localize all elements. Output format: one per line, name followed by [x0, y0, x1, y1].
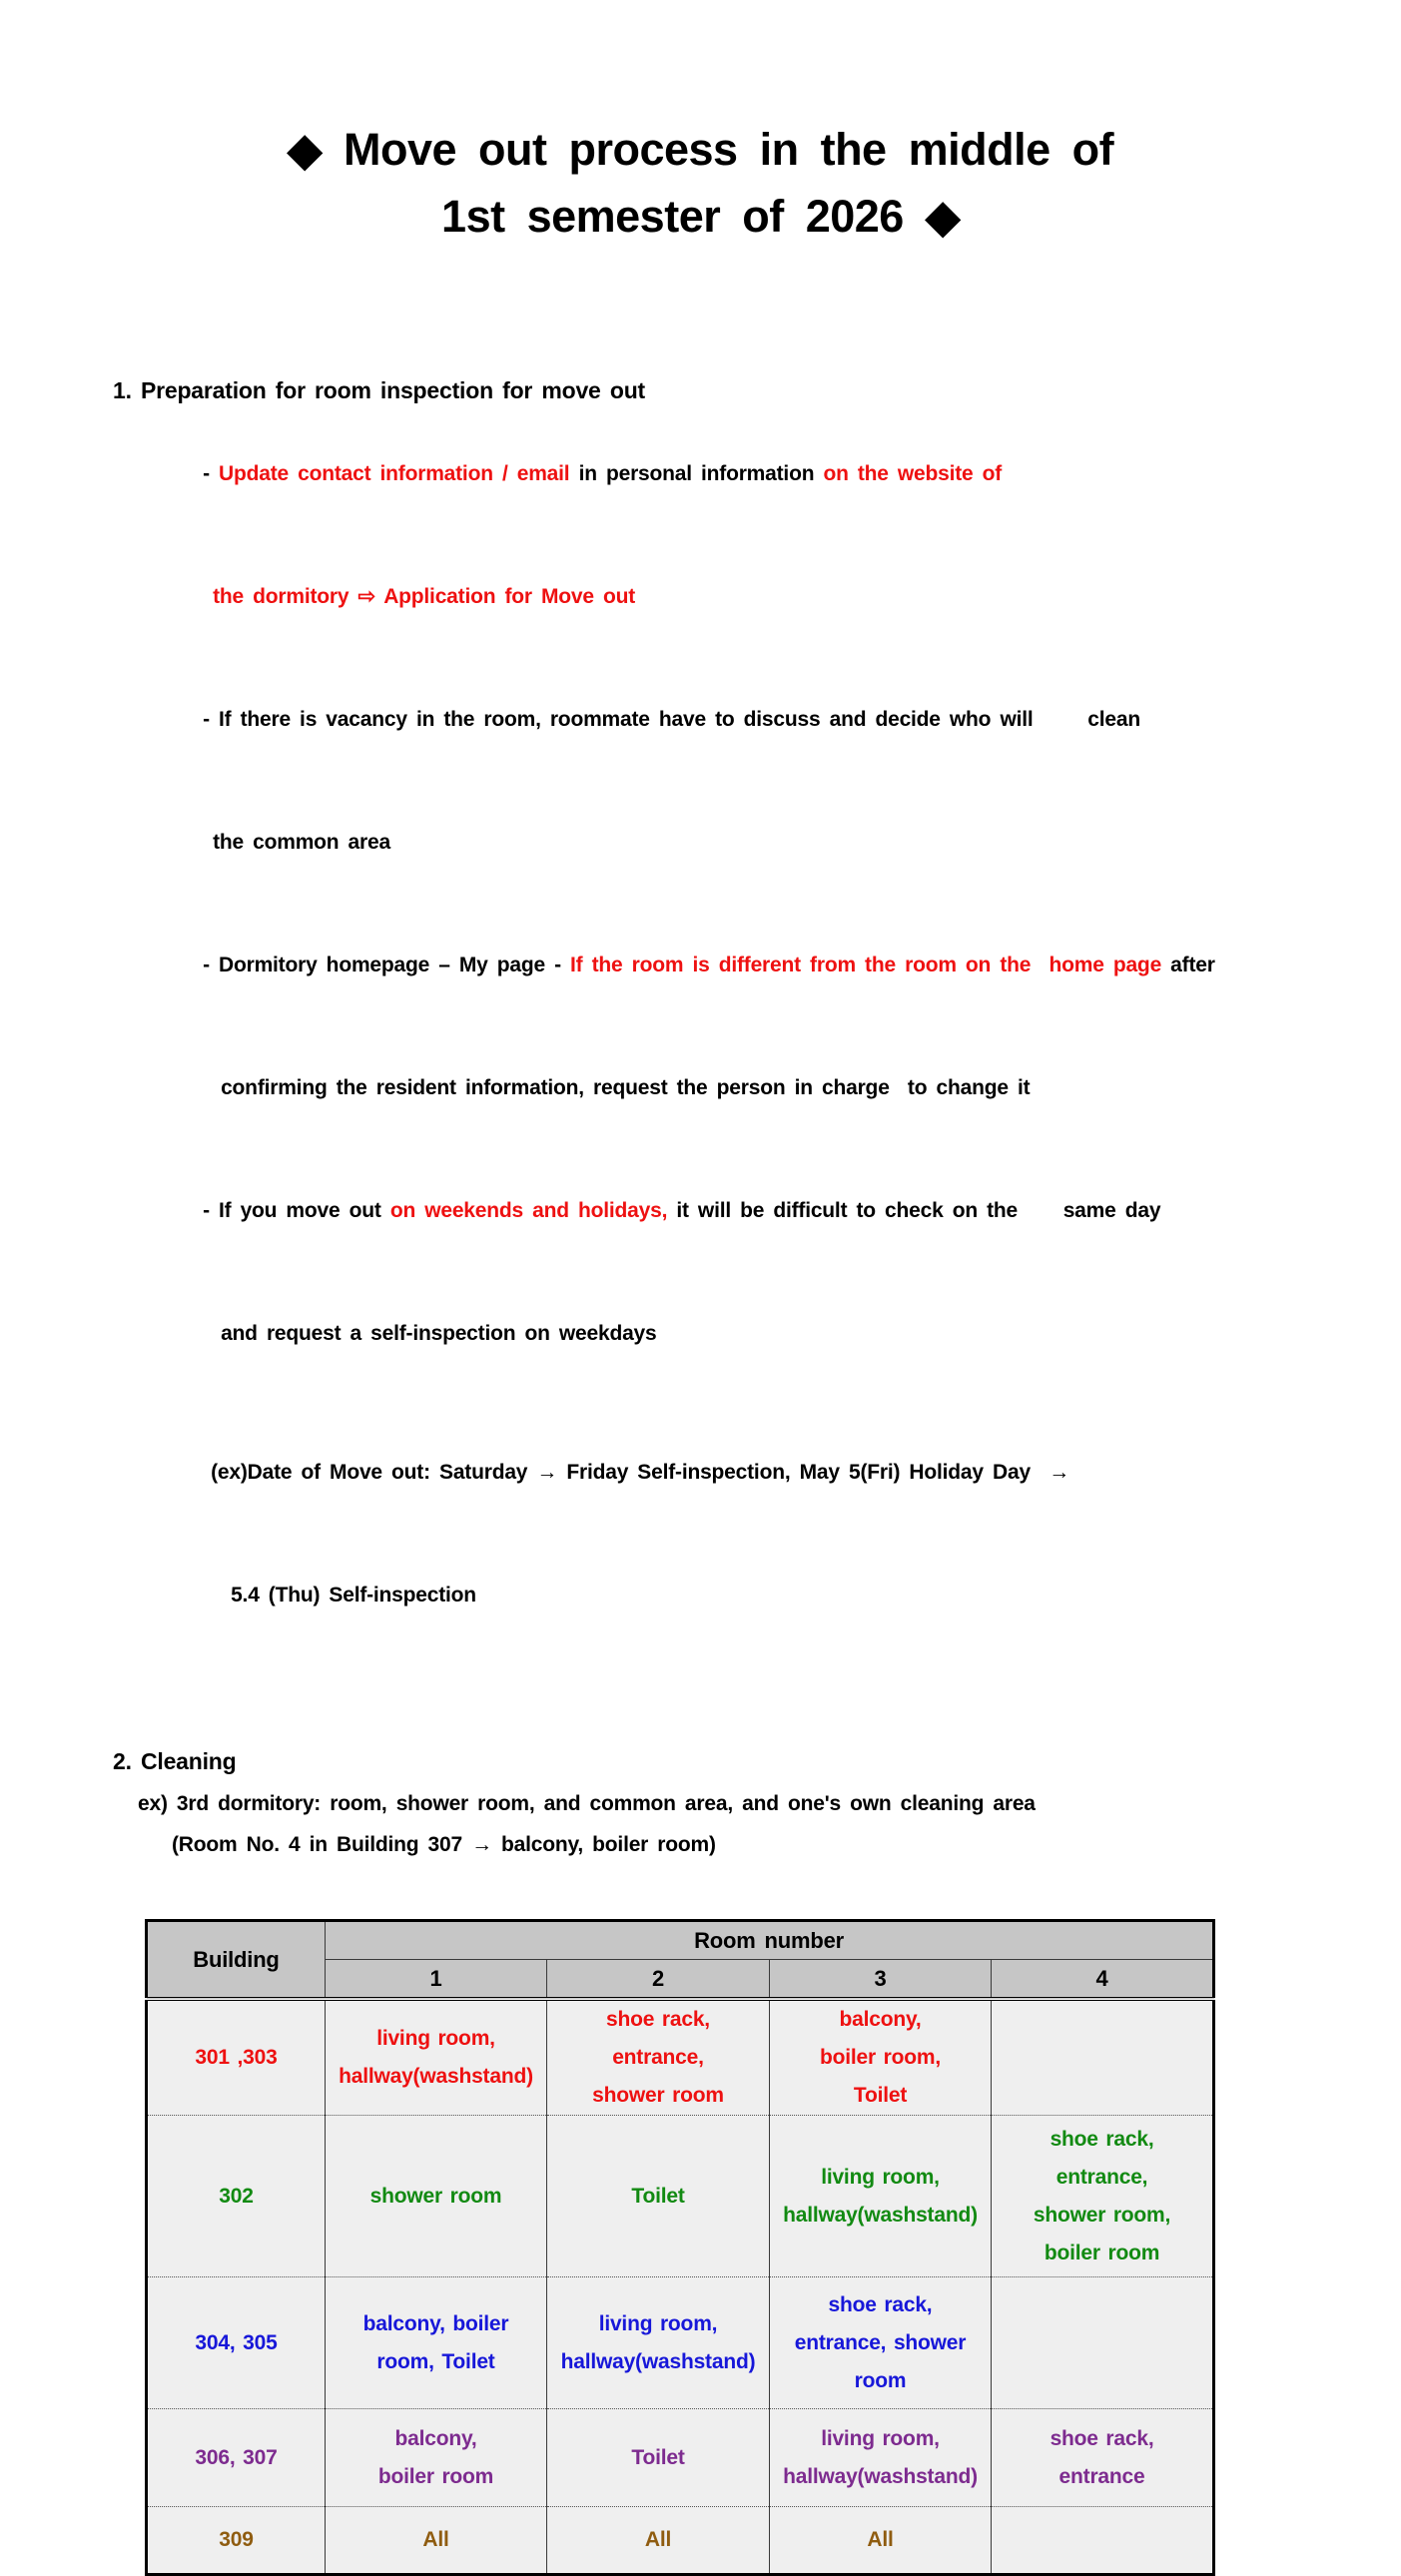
room-cell: living room, hallway(washstand) [770, 2116, 992, 2277]
room-cell: shoe rack, entrance, shower room [547, 1999, 770, 2116]
building-cell: 309 [147, 2507, 326, 2575]
room-cell: shoe rack, entrance, shower room [770, 2277, 992, 2409]
document-title-line2: 1st semester of 2026 ◆ [441, 191, 960, 242]
room-cell: shoe rack, entrance, shower room, boiler room [992, 2116, 1214, 2277]
text-segment: - If there is vacancy in the room, roommate have to discuss and decide who will clean [203, 708, 1140, 731]
room-cell: balcony, boiler room, Toilet [326, 2277, 547, 2409]
doc-line [113, 904, 1291, 1026]
text-segment: the common area [213, 831, 390, 854]
table-row [147, 2116, 1214, 2277]
doc-line [113, 1411, 1291, 1534]
table-header-room-number: Room number [326, 1921, 1214, 1960]
doc-line [113, 1026, 1291, 1149]
text-segment: in personal information [569, 462, 824, 485]
text-segment: 5.4 (Thu) Self-inspection [231, 1584, 476, 1607]
building-cell: 302 [147, 2116, 326, 2277]
doc-line [113, 1149, 1291, 1272]
table-row [147, 2507, 1214, 2575]
section2-heading: 2. Cleaning [113, 1748, 237, 1774]
table-row [147, 2409, 1214, 2507]
text-segment: after [1161, 954, 1215, 976]
section2-lines [113, 1783, 1291, 1865]
building-cell: 304, 305 [147, 2277, 326, 2409]
text-segment: the dormitory ⇨ Application for Move out [213, 585, 636, 608]
table-header-col-2: 2 [547, 1960, 770, 2000]
room-cell: All [547, 2507, 770, 2575]
table-header-col-3: 3 [770, 1960, 992, 2000]
room-cell: living room, hallway(washstand) [326, 1999, 547, 2116]
text-segment: - Dormitory homepage – My page - [203, 954, 571, 976]
text-segment: confirming the resident information, request the person in charge to change it [221, 1076, 1031, 1099]
building-cell: 301 ,303 [147, 1999, 326, 2116]
table-header-col-4: 4 [992, 1960, 1214, 2000]
document-body [0, 377, 1401, 2576]
table-header-col-1: 1 [326, 1960, 547, 2000]
doc-line: (Room No. 4 in Building 307 → balcony, boiler room) [172, 1833, 716, 1856]
room-cell [992, 1999, 1214, 2116]
building-cell: 306, 307 [147, 2409, 326, 2507]
section1-lines [113, 412, 1291, 1656]
text-segment: - [203, 462, 220, 485]
text-segment: on the website of [823, 462, 1003, 485]
doc-line: ex) 3rd dormitory: room, shower room, and common area, and one's own cleaning area [138, 1792, 1036, 1815]
doc-line [113, 658, 1291, 781]
text-segment: and request a self-inspection on weekdays [221, 1322, 657, 1345]
room-cell: All [326, 2507, 547, 2575]
doc-line [113, 781, 1291, 904]
room-cell: living room, hallway(washstand) [770, 2409, 992, 2507]
room-cell: balcony, boiler room [326, 2409, 547, 2507]
room-cell [992, 2507, 1214, 2575]
room-cell: balcony, boiler room, Toilet [770, 1999, 992, 2116]
text-segment: on weekends and holidays, [389, 1199, 668, 1222]
section1-heading: 1. Preparation for room inspection for move out [113, 377, 645, 403]
cleaning-table [145, 1919, 1215, 2576]
doc-line [113, 535, 1291, 658]
room-cell: All [770, 2507, 992, 2575]
text-segment: (ex)Date of Move out: Saturday → Friday Self-inspection, May 5(Fri) Holiday Day → [211, 1461, 1069, 1484]
text-segment: it will be difficult to check on the same day [667, 1199, 1161, 1222]
document-title-line1: ◆ Move out process in the middle of [287, 124, 1114, 175]
room-cell: Toilet [547, 2116, 770, 2277]
text-segment: Update contact information / email [219, 462, 570, 485]
room-cell: shoe rack, entrance [992, 2409, 1214, 2507]
table-row [147, 2277, 1214, 2409]
room-cell: living room, hallway(washstand) [547, 2277, 770, 2409]
document-title [0, 0, 1401, 250]
doc-line [113, 412, 1291, 535]
doc-line [113, 1534, 1291, 1656]
room-cell [992, 2277, 1214, 2409]
text-segment: - If you move out [203, 1199, 390, 1222]
doc-line [113, 1272, 1291, 1395]
room-cell: shower room [326, 2116, 547, 2277]
text-segment: If the room is different from the room on the home page [570, 954, 1162, 976]
table-row [147, 1999, 1214, 2116]
table-header-building: Building [147, 1921, 326, 2000]
table-header-row-1 [147, 1921, 1214, 1960]
room-cell: Toilet [547, 2409, 770, 2507]
